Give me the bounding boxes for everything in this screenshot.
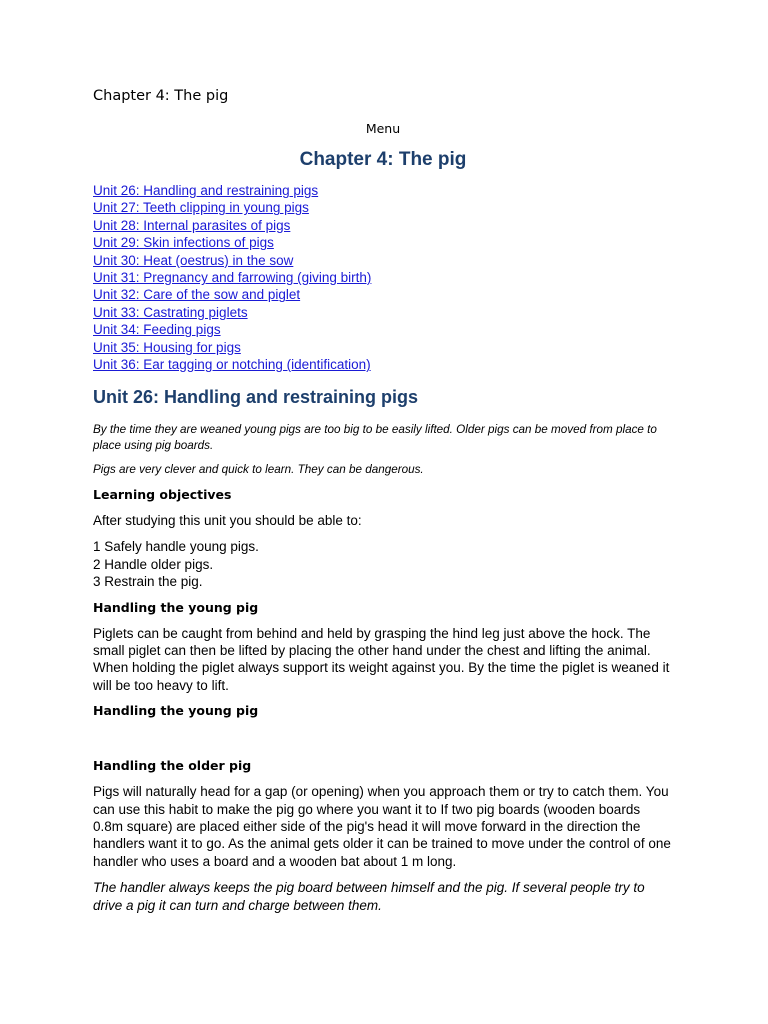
list-item — [93, 217, 673, 234]
list-item — [93, 356, 673, 373]
objectives-heading: Learning objectives — [93, 486, 232, 502]
list-item — [93, 234, 673, 251]
unit-link-27[interactable]: Unit 27: Teeth clipping in young pigs — [93, 200, 309, 216]
list-item: 1 Safely handle young pigs. — [93, 539, 259, 555]
young-pig-heading: Handling the young pig — [93, 599, 259, 615]
young-pig-heading-2: Handling the young pig — [93, 703, 259, 719]
list-item — [93, 286, 673, 303]
unit-link-34[interactable]: Unit 34: Feeding pigs — [93, 322, 221, 338]
unit-link-30[interactable]: Unit 30: Heat (oestrus) in the sow — [93, 252, 294, 268]
list-item — [93, 199, 673, 216]
list-item — [93, 269, 673, 286]
image-placeholder — [93, 728, 673, 758]
older-pig-note: The handler always keeps the pig board between himself and the pig. If several people try to drive a pig it can turn and charge between them. — [93, 880, 645, 914]
unit-link-35[interactable]: Unit 35: Housing for pigs — [93, 339, 241, 355]
list-item: 3 Restrain the pig. — [93, 574, 203, 590]
list-item — [93, 182, 673, 199]
unit-link-29[interactable]: Unit 29: Skin infections of pigs — [93, 235, 274, 251]
unit-link-32[interactable]: Unit 32: Care of the sow and piglet — [93, 287, 301, 303]
unit-link-26[interactable]: Unit 26: Handling and restraining pigs — [93, 183, 319, 198]
young-pig-text: Piglets can be caught from behind and held by grasping the hind leg just above the hock. The small piglet can then be lifted by placing the other hand under the chest and lifting the animal. When holding the piglet always support its weight against you. By the time the piglet is weaned it will be too heavy to lift. — [93, 625, 670, 693]
unit-26-heading: Unit 26: Handling and restraining pigs — [93, 387, 419, 408]
chapter-heading: Chapter 4: The pig — [299, 149, 467, 170]
objectives-lead: After studying this unit you should be able to: — [93, 512, 362, 528]
menu-label: Menu — [365, 121, 401, 136]
list-item — [93, 252, 673, 269]
unit-link-28[interactable]: Unit 28: Internal parasites of pigs — [93, 217, 291, 233]
list-item — [93, 304, 673, 321]
list-item — [93, 339, 673, 356]
unit-link-33[interactable]: Unit 33: Castrating piglets — [93, 304, 248, 320]
unit-link-31[interactable]: Unit 31: Pregnancy and farrowing (giving birth) — [93, 270, 372, 286]
intro-warning: Pigs are very clever and quick to learn. They can be dangerous. — [93, 463, 424, 477]
list-item — [93, 321, 673, 338]
list-item: 2 Handle older pigs. — [93, 556, 214, 572]
older-pig-heading: Handling the older pig — [93, 758, 252, 774]
intro-paragraph: By the time they are weaned young pigs are too big to be easily lifted. Older pigs can be moved from place to place using pig boards. — [93, 423, 657, 452]
document-page — [93, 88, 673, 915]
unit-link-36[interactable]: Unit 36: Ear tagging or notching (identification) — [93, 357, 371, 373]
page-title: Chapter 4: The pig — [93, 88, 229, 104]
objectives-list — [93, 538, 673, 590]
older-pig-text: Pigs will naturally head for a gap (or opening) when you approach them or try to catch them. You can use this habit to make the pig go where you want it to If two pig boards (wooden boards 0.8m square) are placed either side of the pig's head it will move forward in the direction the handlers want it to go. As the animal gets older it can be trained to move under the control of one handler who uses a board and a wooden bat about 1 m long. — [93, 784, 671, 869]
unit-link-list — [93, 182, 673, 373]
